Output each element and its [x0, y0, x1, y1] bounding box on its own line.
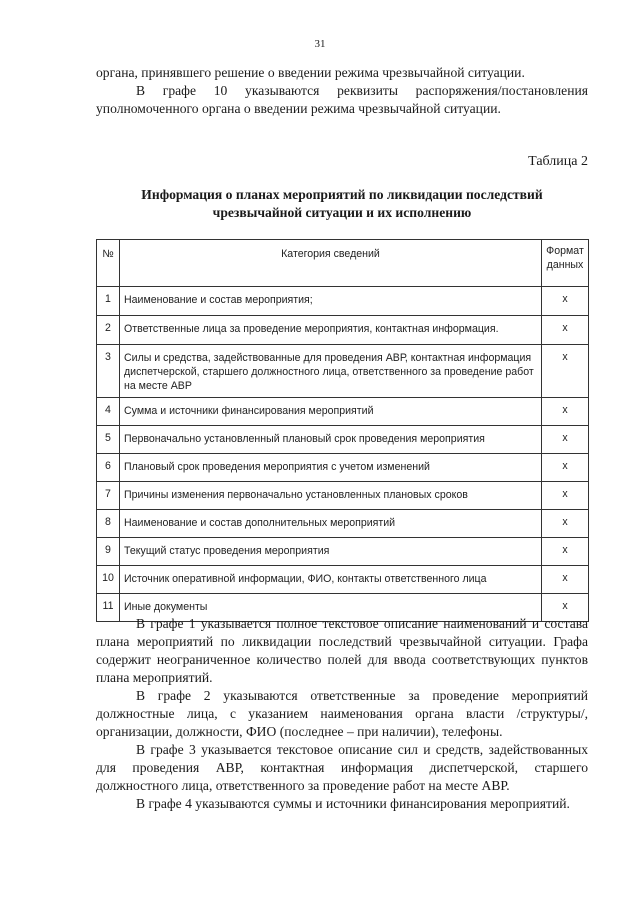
page-number: 31	[314, 38, 326, 50]
intro-paragraph: В графе 10 указываются реквизиты распоряжения/постановления уполномоченного органа о введении режима чрезвычайной ситуации.	[96, 83, 588, 116]
table-row	[97, 566, 589, 594]
table-row	[97, 398, 589, 426]
table-label: Таблица 2	[528, 154, 588, 169]
header-format	[542, 240, 589, 287]
row-category: Иные документы	[120, 594, 542, 622]
table-row	[97, 454, 589, 482]
row-num: 9	[97, 538, 120, 566]
header-format-line-2: данных	[546, 259, 584, 271]
body-text	[96, 615, 588, 813]
row-num: 3	[97, 345, 120, 398]
table-row	[97, 287, 589, 316]
table-row	[97, 538, 589, 566]
row-num: 10	[97, 566, 120, 594]
row-num: 5	[97, 426, 120, 454]
info-table	[96, 239, 589, 622]
row-category: Источник оперативной информации, ФИО, контакты ответственного лица	[120, 566, 542, 594]
row-format: x	[542, 426, 589, 454]
row-format: x	[542, 345, 589, 398]
table-row	[97, 316, 589, 345]
table-title-line-1: Информация о планах мероприятий по ликвидации последствий	[141, 187, 543, 202]
row-format: x	[542, 398, 589, 426]
table-row	[97, 482, 589, 510]
row-format: x	[542, 454, 589, 482]
body-paragraph-1: В графе 1 указывается полное текстовое описание наименований и состава плана мероприятий по ликвидации последствий чрезвычайной ситуации. Графа содержит неограниченное количество полей для ввода соответствующих пунктов плана мероприятий.	[96, 616, 588, 685]
body-paragraph-3: В графе 3 указывается текстовое описание сил и средств, задействованных для проведения АВР, контактная информация диспетчерской, старшего должностного лица, ответственного за проведение работ на месте АВР.	[96, 742, 588, 793]
table-row	[97, 510, 589, 538]
table-title-line-2: чрезвычайной ситуации и их исполнению	[212, 205, 472, 220]
table-row	[97, 426, 589, 454]
row-format: x	[542, 287, 589, 316]
row-num: 8	[97, 510, 120, 538]
body-paragraph-2: В графе 2 указываются ответственные за проведение мероприятий должностные лица, с указанием наименования органа власти /структуры/, организации, должности, ФИО (последнее – при наличии), телефоны.	[96, 688, 588, 739]
table-title	[96, 186, 588, 222]
table-header-row	[97, 240, 589, 287]
row-format: x	[542, 566, 589, 594]
intro-line: органа, принявшего решение о введении режима чрезвычайной ситуации.	[96, 65, 525, 80]
row-category: Сумма и источники финансирования мероприятий	[120, 398, 542, 426]
row-num: 6	[97, 454, 120, 482]
table-row	[97, 345, 589, 398]
header-num: №	[97, 240, 120, 287]
row-category: Наименование и состав дополнительных мероприятий	[120, 510, 542, 538]
body-paragraph-4: В графе 4 указываются суммы и источники финансирования мероприятий.	[136, 796, 570, 811]
row-category: Силы и средства, задействованные для проведения АВР, контактная информация диспетчерской, старшего должностного лица, ответственного за проведение работ на месте АВР	[120, 345, 542, 398]
row-category: Причины изменения первоначально установленных плановых сроков	[120, 482, 542, 510]
row-format: x	[542, 594, 589, 622]
row-num: 7	[97, 482, 120, 510]
row-category: Ответственные лица за проведение мероприятия, контактная информация.	[120, 316, 542, 345]
header-format-line-1: Формат	[546, 245, 584, 257]
row-category: Первоначально установленный плановый срок проведения мероприятия	[120, 426, 542, 454]
intro-text	[96, 64, 588, 118]
row-num: 11	[97, 594, 120, 622]
row-format: x	[542, 482, 589, 510]
row-format: x	[542, 510, 589, 538]
row-format: x	[542, 538, 589, 566]
row-num: 1	[97, 287, 120, 316]
row-category: Плановый срок проведения мероприятия с учетом изменений	[120, 454, 542, 482]
row-num: 2	[97, 316, 120, 345]
row-category: Наименование и состав мероприятия;	[120, 287, 542, 316]
header-category: Категория сведений	[120, 240, 542, 287]
row-num: 4	[97, 398, 120, 426]
row-format: x	[542, 316, 589, 345]
row-category: Текущий статус проведения мероприятия	[120, 538, 542, 566]
